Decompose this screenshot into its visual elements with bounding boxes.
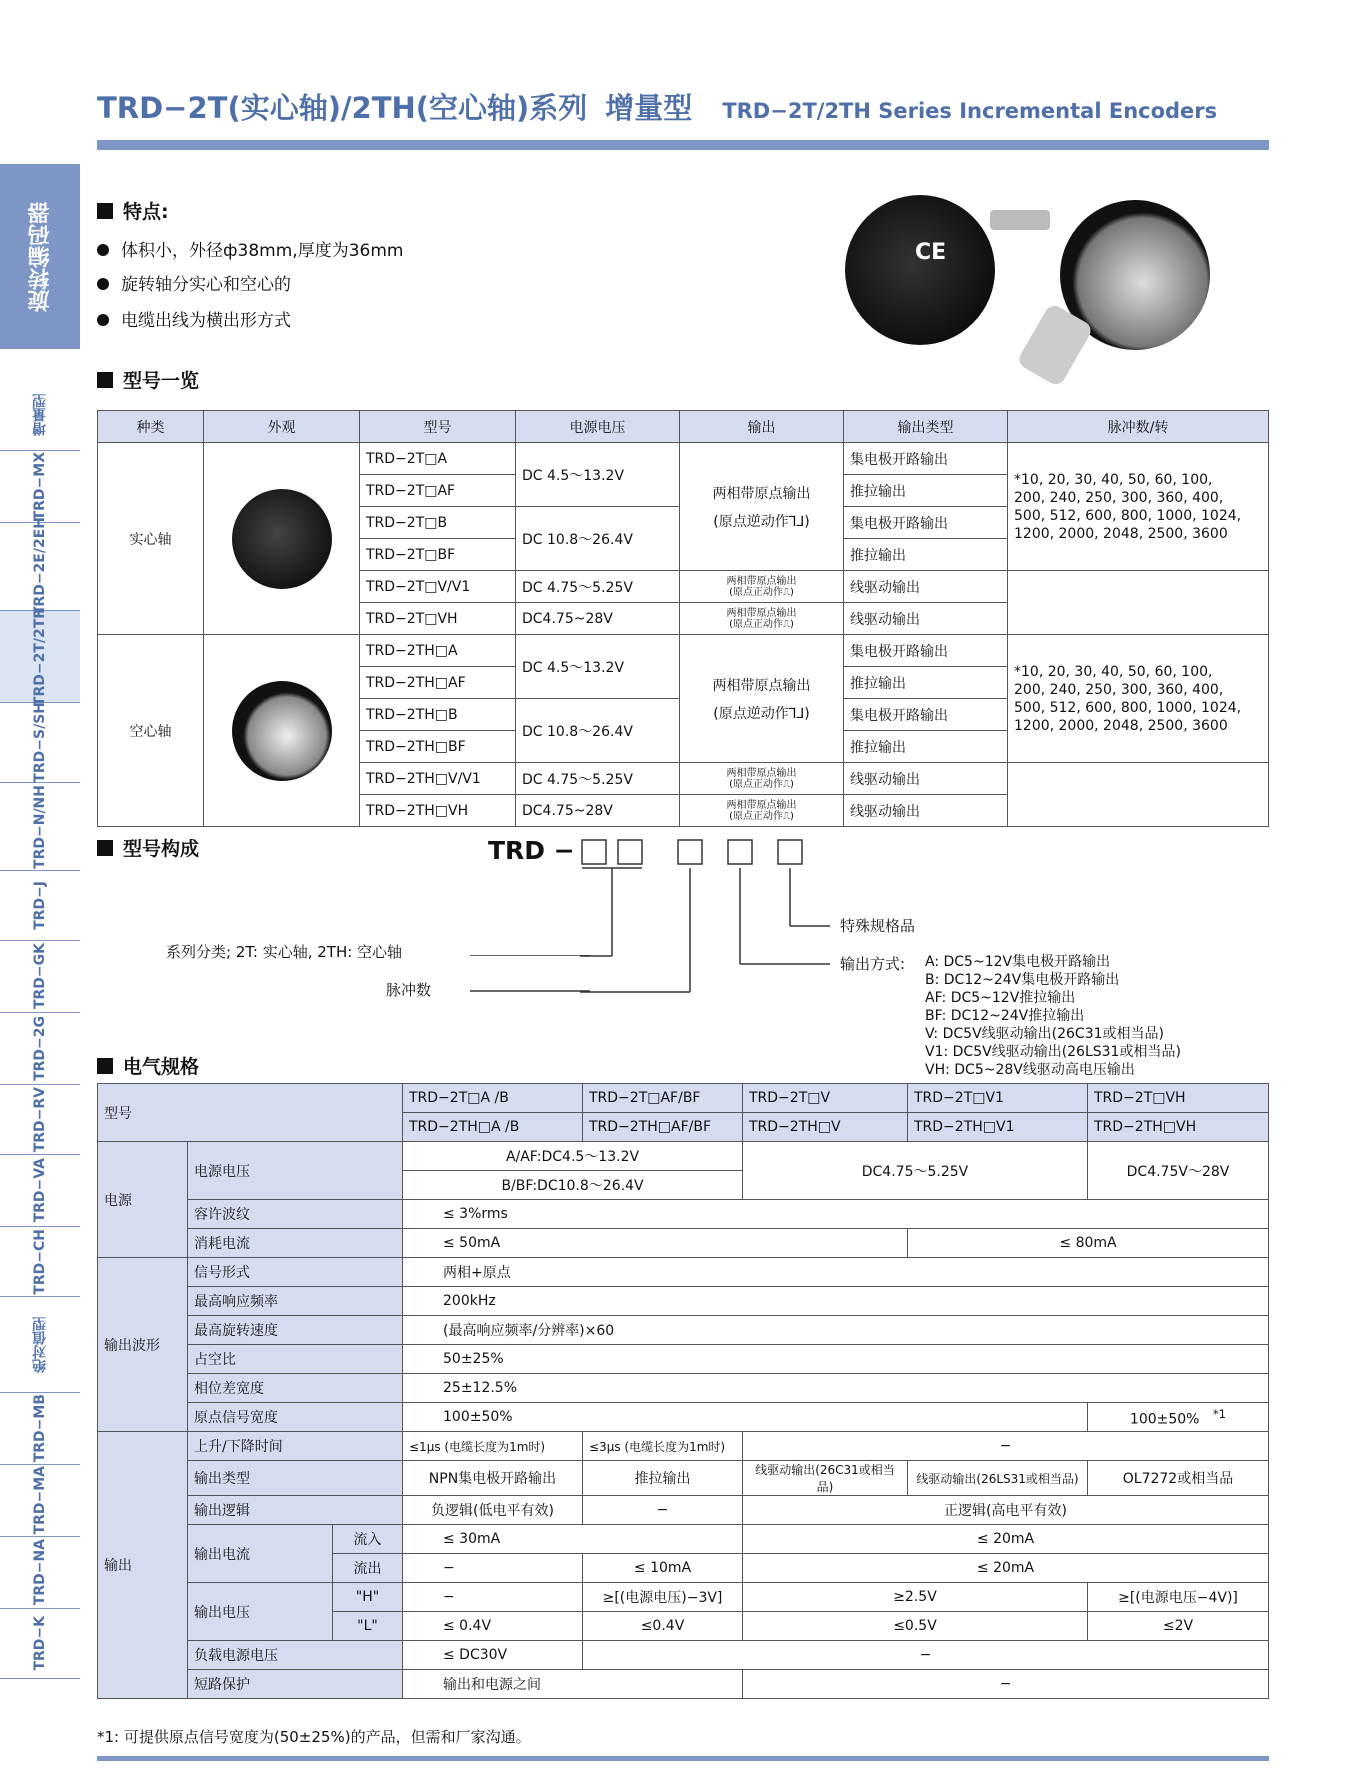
voltage-cell: DC 10.8～26.4V xyxy=(516,507,680,571)
series-label: 系列分类; 2T: 实心轴, 2TH: 空心轴 xyxy=(166,943,403,961)
type-cell: 推拉输出 xyxy=(844,475,1008,507)
spec-value: ≥[(电源电压)−3V] xyxy=(583,1583,743,1612)
model-header: TRD−2TH□V xyxy=(743,1113,908,1142)
spec-value: ≤ DC30V xyxy=(403,1641,583,1670)
spec-value: 推拉输出 xyxy=(583,1461,743,1496)
output-small-cell: 两相带原点输出 (原点正动作⎍) xyxy=(680,571,844,603)
model-cell: TRD−2T□BF xyxy=(360,539,516,571)
power-label: 电源 xyxy=(98,1142,188,1258)
spec-value: 50±25% xyxy=(403,1345,1269,1374)
sidebar-tab-j[interactable]: TRD−J xyxy=(0,871,80,941)
feature-item: 电缆出线为横出形方式 xyxy=(97,306,291,331)
spec-value: − xyxy=(403,1583,583,1612)
sidebar-tab-2g[interactable]: TRD−2G xyxy=(0,1013,80,1085)
speed-label: 最高旋转速度 xyxy=(188,1316,403,1345)
spec-value: ≤ 50mA xyxy=(403,1229,908,1258)
sidebar-tab-ch[interactable]: TRD−CH xyxy=(0,1227,80,1297)
type-cell: 线驱动输出 xyxy=(844,603,1008,635)
spec-value: (最高响应频率/分辨率)×60 xyxy=(403,1316,1269,1345)
spec-value: − xyxy=(403,1554,583,1583)
header-cell: 输出 xyxy=(680,411,844,443)
type-cell: 集电极开路输出 xyxy=(844,699,1008,731)
encoder-icon xyxy=(232,489,332,589)
output-cell: 两相带原点输出 (原点逆动作⅂⅃) xyxy=(680,443,844,571)
model-header: TRD−2T□A /B xyxy=(403,1084,583,1113)
title-en: TRD−2T/2TH Series Incremental Encoders xyxy=(722,99,1218,123)
model-cell: TRD−2TH□BF xyxy=(360,731,516,763)
header-cell: 脉冲数/转 xyxy=(1008,411,1269,443)
spec-value: 两相+原点 xyxy=(403,1258,1269,1287)
voltage-cell: DC 10.8～26.4V xyxy=(516,699,680,763)
model-list-heading: 型号一览 xyxy=(97,366,199,393)
hollow-shaft-photo xyxy=(204,635,360,827)
pulse-label: 脉冲数 xyxy=(386,981,432,999)
ovolt-label: 输出电压 xyxy=(188,1583,333,1641)
output-label: 输出 xyxy=(98,1432,188,1699)
spec-heading: 电气规格 xyxy=(97,1052,199,1079)
model-header: TRD−2TH□AF/BF xyxy=(583,1113,743,1142)
model-cell: TRD−2T□VH xyxy=(360,603,516,635)
voltage-cell: DC 4.5～13.2V xyxy=(516,443,680,507)
encoder-icon xyxy=(232,681,332,781)
header-cell: 电源电压 xyxy=(516,411,680,443)
spec-value: ≥[(电源电压−4V)] xyxy=(1088,1583,1269,1612)
features-heading: 特点: xyxy=(97,197,169,224)
model-header: TRD−2TH□VH xyxy=(1088,1113,1269,1142)
model-cell: TRD−2TH□AF xyxy=(360,667,516,699)
spec-value: B/BF:DC10.8～26.4V xyxy=(403,1171,743,1200)
sidebar-tab-k[interactable]: TRD−K xyxy=(0,1609,80,1679)
sidebar-tab-s[interactable]: TRD−S/SH xyxy=(0,703,80,783)
ocur-label: 输出电流 xyxy=(188,1525,333,1583)
sidebar-tab-na[interactable]: TRD−NA xyxy=(0,1537,80,1609)
header-cell: 型号 xyxy=(360,411,516,443)
source-label: 流出 xyxy=(333,1554,403,1583)
spec-value: ≤ 30mA xyxy=(403,1525,743,1554)
type-cell: 集电极开路输出 xyxy=(844,507,1008,539)
spec-value: 输出和电源之间 xyxy=(403,1670,743,1699)
spec-value: ≤ 3%rms xyxy=(403,1200,1269,1229)
sidebar-tab-rv[interactable]: TRD−RV xyxy=(0,1085,80,1155)
spec-value: 线驱动输出(26LS31或相当品) xyxy=(908,1461,1088,1496)
output-option: V: DC5V线驱动输出(26C31或相当品) xyxy=(925,1026,1164,1042)
type-cell: 线驱动输出 xyxy=(844,571,1008,603)
feature-item: 旋转轴分实心和空心的 xyxy=(97,270,291,295)
type-cell: 集电极开路输出 xyxy=(844,443,1008,475)
output-option: AF: DC5~12V推拉输出 xyxy=(925,990,1076,1006)
spec-value: ≥2.5V xyxy=(743,1583,1088,1612)
solid-shaft-photo xyxy=(204,443,360,635)
rise-label: 上升/下降时间 xyxy=(188,1432,403,1461)
duty-label: 占空比 xyxy=(188,1345,403,1374)
model-cell: TRD−2T□A xyxy=(360,443,516,475)
voltage-cell: DC4.75~28V xyxy=(516,795,680,827)
model-header: TRD−2T□VH xyxy=(1088,1084,1269,1113)
spec-value: DC4.75V～28V xyxy=(1088,1142,1269,1200)
short-label: 短路保护 xyxy=(188,1670,403,1699)
model-cell: TRD−2T□AF xyxy=(360,475,516,507)
product-photo: CE xyxy=(840,180,1260,390)
spec-value: ≤ 20mA xyxy=(743,1525,1269,1554)
title-bar xyxy=(97,140,1269,150)
spec-value: − xyxy=(743,1670,1269,1699)
bottom-bar xyxy=(97,1756,1269,1761)
header-cell: 外观 xyxy=(204,411,360,443)
spec-value: OL7272或相当品 xyxy=(1088,1461,1269,1496)
kind-cell: 实心轴 xyxy=(98,443,204,635)
otype-label: 输出类型 xyxy=(188,1461,403,1496)
sidebar-tab-mx[interactable]: TRD−MX xyxy=(0,451,80,523)
type-cell: 推拉输出 xyxy=(844,539,1008,571)
spec-value: − xyxy=(583,1641,1269,1670)
spec-value: ≤ 20mA xyxy=(743,1554,1269,1583)
origin-label: 原点信号宽度 xyxy=(188,1403,403,1432)
spec-value: 100±50% xyxy=(403,1403,1088,1432)
model-config-diagram xyxy=(580,838,840,1008)
spec-value: ≤ 80mA xyxy=(908,1229,1269,1258)
sidebar-main: 旋转编码器 xyxy=(0,164,80,349)
sidebar-tab-ma[interactable]: TRD−MA xyxy=(0,1465,80,1537)
spec-table xyxy=(97,1083,1269,1699)
sidebar-tab-incremental[interactable]: 增量型 xyxy=(0,379,80,451)
phase-label: 相位差宽度 xyxy=(188,1374,403,1403)
model-cell: TRD−2TH□VH xyxy=(360,795,516,827)
spec-value: 200kHz xyxy=(403,1287,1269,1316)
type-cell: 线驱动输出 xyxy=(844,795,1008,827)
model-list-table xyxy=(97,410,1269,827)
model-cell: TRD−2T□V/V1 xyxy=(360,571,516,603)
sidebar-tab-va[interactable]: TRD−VA xyxy=(0,1155,80,1227)
spec-value: 100±50% $^{*1}$ xyxy=(1088,1403,1269,1432)
current-label: 消耗电流 xyxy=(188,1229,403,1258)
type-cell: 线驱动输出 xyxy=(844,763,1008,795)
model-header: TRD−2TH□V1 xyxy=(908,1113,1088,1142)
spec-value: A/AF:DC4.5～13.2V xyxy=(403,1142,743,1171)
output-small-cell: 两相带原点输出 (原点正动作⎍) xyxy=(680,763,844,795)
logic-label: 输出逻辑 xyxy=(188,1496,403,1525)
model-cell: TRD−2TH□V/V1 xyxy=(360,763,516,795)
output-option: A: DC5~12V集电极开路输出 xyxy=(925,954,1111,970)
header-cell: 输出类型 xyxy=(844,411,1008,443)
output-small-cell: 两相带原点输出 (原点正动作⎍) xyxy=(680,603,844,635)
model-cell: TRD−2TH□B xyxy=(360,699,516,731)
model-header: TRD−2T□V1 xyxy=(908,1084,1088,1113)
output-option: VH: DC5~28V线驱动高电压输出 xyxy=(925,1062,1135,1078)
power-voltage-label: 电源电压 xyxy=(188,1142,403,1200)
footnote: *1: 可提供原点信号宽度为(50±25%)的产品，但需和厂家沟通。 xyxy=(97,1728,531,1746)
spec-value: ≤ 0.4V xyxy=(403,1612,583,1641)
spec-value: − xyxy=(743,1432,1269,1461)
signal-label: 信号形式 xyxy=(188,1258,403,1287)
voltage-cell: DC 4.75～5.25V xyxy=(516,763,680,795)
type-cell: 集电极开路输出 xyxy=(844,635,1008,667)
spec-value: ≤1μs (电缆长度为1m时) xyxy=(403,1432,583,1461)
special-label: 特殊规格品 xyxy=(840,917,916,935)
spec-value: ≤0.4V xyxy=(583,1612,743,1641)
spec-value: ≤ 10mA xyxy=(583,1554,743,1583)
h-label: "H" xyxy=(333,1583,403,1612)
spec-value: DC4.75～5.25V xyxy=(743,1142,1088,1200)
output-small-cell: 两相带原点输出 (原点正动作⎍) xyxy=(680,795,844,827)
output-method-list xyxy=(925,953,1181,1079)
pulse-cell: *10, 20, 30, 40, 50, 60, 100, 200, 240, 250, 300, 360, 400, 500, 512, 600, 800, 1000, 1024, 1200, 2000, 2048, 2500, 3600 xyxy=(1008,443,1269,571)
output-option: B: DC12~24V集电极开路输出 xyxy=(925,972,1120,988)
sidebar-tab-2t[interactable]: TRD−2T/2TH xyxy=(0,611,80,703)
spec-value: 正逻辑(高电平有效) xyxy=(743,1496,1269,1525)
spec-value: − xyxy=(583,1496,743,1525)
sidebar-tab-mb[interactable]: TRD−MB xyxy=(0,1393,80,1465)
spec-value: ≤2V xyxy=(1088,1612,1269,1641)
header-cell: 种类 xyxy=(98,411,204,443)
sidebar-tab-absolute[interactable]: 绝对值型 xyxy=(0,1297,80,1393)
kind-cell: 空心轴 xyxy=(98,635,204,827)
load-label: 负载电源电压 xyxy=(188,1641,403,1670)
title-type: 增量型 xyxy=(605,91,693,125)
voltage-cell: DC4.75~28V xyxy=(516,603,680,635)
voltage-cell: DC 4.75～5.25V xyxy=(516,571,680,603)
spec-value: ≤3μs (电缆长度为1m时) xyxy=(583,1432,743,1461)
spec-value: 线驱动输出(26C31或相当品) xyxy=(743,1461,908,1496)
page-title xyxy=(97,86,1217,127)
output-option: BF: DC12~24V推拉输出 xyxy=(925,1008,1085,1024)
output-option: V1: DC5V线驱动输出(26LS31或相当品) xyxy=(925,1044,1181,1060)
feature-item: 体积小，外径ф38mm,厚度为36mm xyxy=(97,236,403,261)
output-cell: 两相带原点输出 (原点逆动作⅂⅃) xyxy=(680,635,844,763)
model-cell: TRD−2T□B xyxy=(360,507,516,539)
pulse-cell: *10, 20, 30, 40, 50, 60, 100, 200, 240, 250, 300, 360, 400, 500, 512, 600, 800, 1000, 1024, 1200, 2000, 2048, 2500, 3600 xyxy=(1008,635,1269,763)
spec-value: 负逻辑(低电平有效) xyxy=(403,1496,583,1525)
solid-shaft-encoder-icon xyxy=(845,195,995,345)
spec-value: NPN集电极开路输出 xyxy=(403,1461,583,1496)
freq-label: 最高响应频率 xyxy=(188,1287,403,1316)
l-label: "L" xyxy=(333,1612,403,1641)
spec-value: 25±12.5% xyxy=(403,1374,1269,1403)
model-header: TRD−2TH□A /B xyxy=(403,1113,583,1142)
output-method-label: 输出方式: xyxy=(840,955,906,973)
model-cell: TRD−2TH□A xyxy=(360,635,516,667)
model-header: TRD−2T□AF/BF xyxy=(583,1084,743,1113)
sidebar-tab-2e[interactable]: TRD−2E/2EH xyxy=(0,523,80,611)
title-cn: TRD−2T(实心轴)/2TH(空心轴)系列 xyxy=(97,91,588,125)
model-config-heading: 型号构成 xyxy=(97,834,199,861)
model-prefix: TRD − xyxy=(488,836,575,865)
spec-value: ≤0.5V xyxy=(743,1612,1088,1641)
ripple-label: 容许波纹 xyxy=(188,1200,403,1229)
sidebar-tab-n[interactable]: TRD−N/NH xyxy=(0,783,80,871)
sink-label: 流入 xyxy=(333,1525,403,1554)
model-header: TRD−2T□V xyxy=(743,1084,908,1113)
model-label: 型号 xyxy=(98,1084,403,1142)
type-cell: 推拉输出 xyxy=(844,667,1008,699)
sidebar-tab-gk[interactable]: TRD−GK xyxy=(0,941,80,1013)
sidebar xyxy=(0,164,80,1679)
voltage-cell: DC 4.5～13.2V xyxy=(516,635,680,699)
type-cell: 推拉输出 xyxy=(844,731,1008,763)
wave-label: 输出波形 xyxy=(98,1258,188,1432)
